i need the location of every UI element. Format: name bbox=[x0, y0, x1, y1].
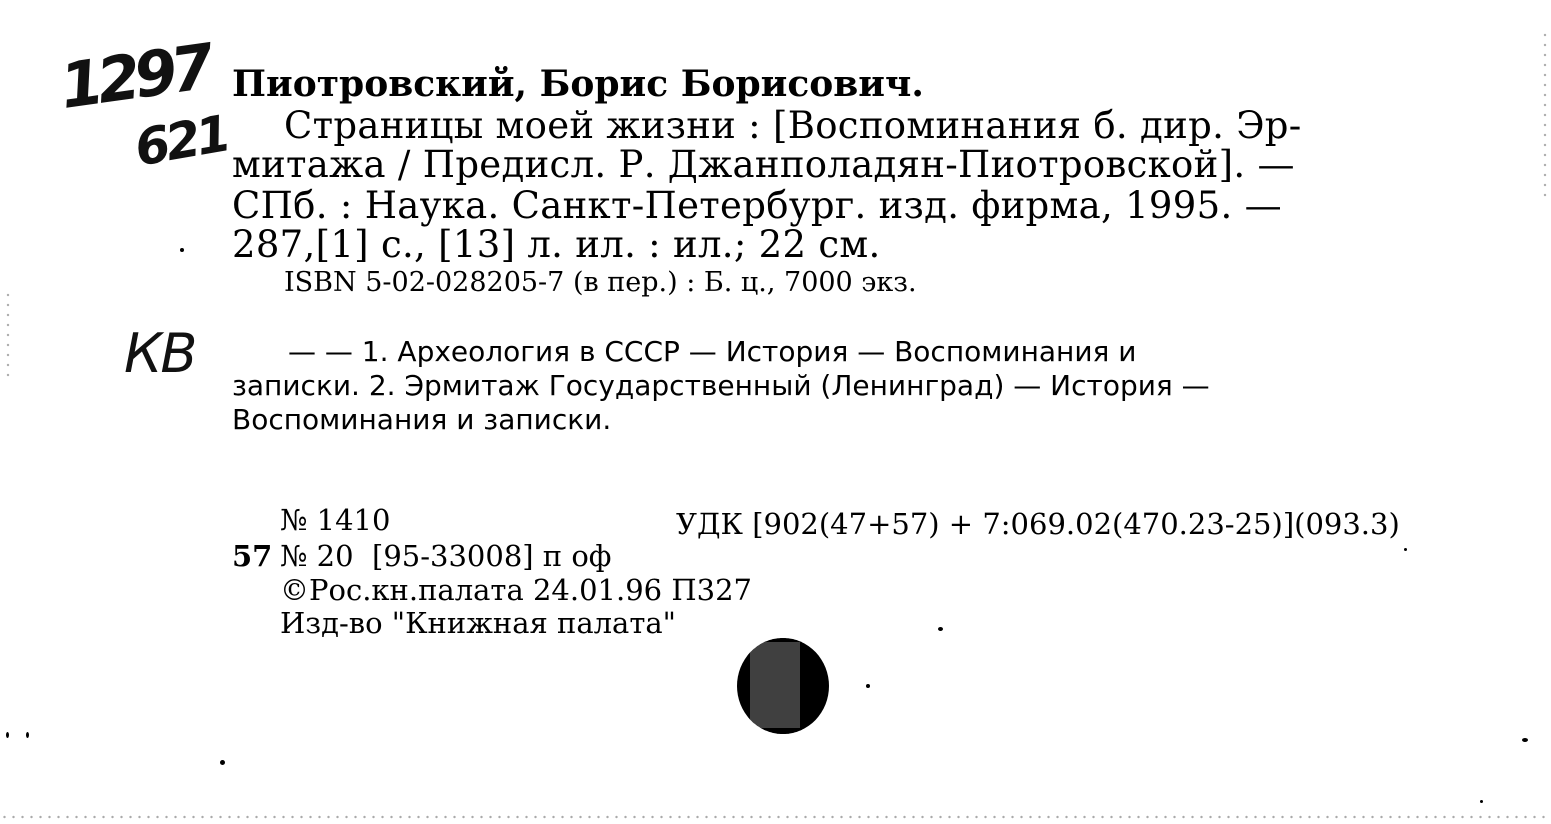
shelfmark-top: 1297 bbox=[55, 30, 213, 123]
subject-line-3: Воспоминания и записки. bbox=[232, 403, 612, 436]
handwritten-initials: КВ bbox=[124, 322, 196, 385]
speck bbox=[6, 732, 9, 738]
subject-line-1: — — 1. Археология в СССР — История — Воспоминания и bbox=[288, 335, 1137, 368]
speck bbox=[1404, 548, 1407, 551]
publisher-line: Изд-во "Книжная палата" bbox=[280, 606, 677, 640]
speck bbox=[220, 760, 225, 765]
speck bbox=[866, 684, 870, 688]
isbn-line: ISBN 5-02-028205-7 (в пер.) : Б. ц., 7000 экз. bbox=[284, 267, 917, 298]
speck bbox=[1522, 738, 1528, 742]
title-line-1: Страницы моей жизни : [Воспоминания б. дир. Эр- bbox=[284, 104, 1302, 147]
speck bbox=[1480, 800, 1483, 803]
subject-line-2: записки. 2. Эрмитаж Государственный (Ленинград) — История — bbox=[232, 369, 1210, 402]
copyright-line: ©Рос.кн.палата 24.01.96 П327 bbox=[280, 573, 752, 607]
handwritten-shelfmark bbox=[55, 30, 250, 178]
speck bbox=[26, 732, 29, 738]
speck bbox=[938, 627, 943, 631]
card-number: № 1410 bbox=[280, 503, 391, 537]
title-line-3: СПб. : Наука. Санкт-Петербург. изд. фирма, 1995. — bbox=[232, 184, 1282, 227]
title-line-2: митажа / Предисл. Р. Джанполадян-Пиотровской]. — bbox=[232, 143, 1295, 186]
speck bbox=[180, 248, 184, 252]
series-line: № 20 [95-33008] п оф bbox=[280, 539, 612, 573]
shelfmark-bottom: 621 bbox=[130, 104, 232, 178]
udk-code: УДК [902(47+57) + 7:069.02(470.23-25)](093.3) bbox=[676, 507, 1400, 541]
scan-edge-bottom bbox=[0, 814, 1551, 820]
series-prefix: 57 bbox=[232, 539, 273, 573]
round-stamp bbox=[732, 630, 834, 738]
scan-edge-right bbox=[1543, 30, 1547, 200]
scan-edge-left bbox=[6, 290, 10, 380]
title-line-4: 287,[1] с., [13] л. ил. : ил.; 22 см. bbox=[232, 223, 881, 266]
author-heading: Пиотровский, Борис Борисович. bbox=[232, 63, 924, 105]
